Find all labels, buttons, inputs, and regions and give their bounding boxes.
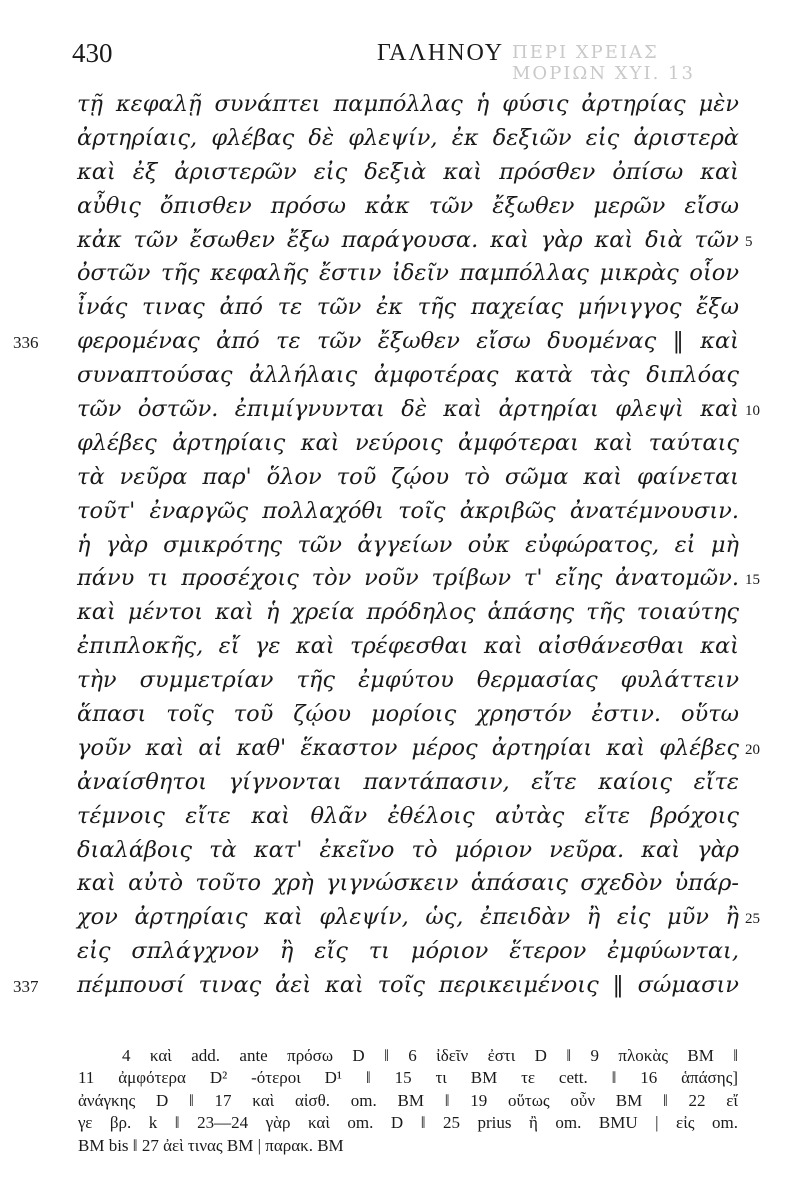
- running-title: ΓΑΛΗΝΟΥ: [377, 40, 505, 66]
- footnote-line: γε βρ. k ‖ 23—24 γὰρ καὶ om. D ‖ 25 prius ἢ om. BMU | εἰς om.: [78, 1113, 738, 1133]
- line-text: τέμνοις εἴτε καὶ θλᾶν ἐθέλοις αὐτὰς εἴτε βρόχοις: [77, 802, 739, 829]
- footnote-line: 4 καὶ add. ante πρόσω D ‖ 6 ἰδεῖν ἐστι D ‖ 9 πλοκὰς BM ‖: [122, 1046, 738, 1065]
- line-text: χον ἀρτηρίαις καὶ φλεψίν, ὡς, ἐπειδὰν ἢ εἰς μῦν ἢ: [77, 904, 739, 931]
- line-text: καὶ μέντοι καὶ ἡ χρεία πρόδηλος ἁπάσης τῆς τοιαύτης: [77, 599, 739, 626]
- line-text: γοῦν καὶ αἱ καθ' ἕκαστον μέρος ἀρτηρίαι καὶ φλέβες: [77, 734, 739, 761]
- line-number: 25: [745, 911, 760, 928]
- text-line: [77, 732, 760, 766]
- page-header: [72, 38, 760, 84]
- line-number: 20: [745, 741, 760, 758]
- text-line: [77, 257, 739, 291]
- text-line: [77, 901, 760, 935]
- text-line: [77, 122, 739, 156]
- text-line: [77, 596, 739, 630]
- critical-apparatus: [78, 1045, 738, 1157]
- text-line: [13, 325, 739, 359]
- line-text: καὶ ἐξ ἀριστερῶν εἰς δεξιὰ καὶ πρόσθεν ὀπίσω καὶ: [77, 158, 739, 185]
- text-line: [77, 529, 739, 563]
- line-text: ἡ γὰρ σμικρότης τῶν ἀγγείων οὐκ εὐφώρατος, εἰ μὴ: [77, 531, 739, 558]
- line-text: κἀκ τῶν ἔσωθεν ἔξω παράγουσα. καὶ γὰρ καὶ διὰ τῶν: [77, 226, 739, 253]
- text-line: [77, 393, 760, 427]
- line-text: φερομένας ἀπό τε τῶν ἔξωθεν εἴσω δυομένας ‖ καὶ: [77, 328, 739, 355]
- text-line: [77, 88, 739, 122]
- text-line: [13, 969, 739, 1003]
- line-text: καὶ αὐτὸ τοῦτο χρὴ γιγνώσκειν ἁπάσαις σχεδὸν ὑπάρ-: [77, 870, 739, 897]
- line-text: πάνυ τι προσέχοις τὸν νοῦν τρίβων τ' εἴης ἀνατομῶν.: [77, 565, 739, 592]
- line-text: διαλάβοις τὰ κατ' ἐκεῖνο τὸ μόριον νεῦρα. καὶ γὰρ: [77, 836, 739, 863]
- page-number: 430: [72, 38, 113, 68]
- main-text: [13, 88, 760, 1003]
- text-line: [77, 291, 739, 325]
- line-number: 5: [745, 233, 753, 250]
- text-line: [77, 359, 739, 393]
- footnote-line: BM bis ‖ 27 ἀεὶ τινας BM | παρακ. BM: [78, 1135, 344, 1155]
- line-text: ἀναίσθητοι γίγνονται παντάπασιν, εἴτε καίοις εἴτε: [77, 768, 739, 795]
- line-text: ἀρτηρίαις, φλέβας δὲ φλεψίν, ἐκ δεξιῶν εἰς ἀριστερὰ: [77, 124, 739, 151]
- text-line: [77, 190, 739, 224]
- text-line: [77, 664, 739, 698]
- text-line: [77, 834, 739, 868]
- text-line: [77, 562, 760, 596]
- kuhn-page-reference: 337: [13, 977, 39, 997]
- line-text: συναπτούσας ἀλλήλαις ἀμφοτέρας κατὰ τὰς διπλόας: [77, 362, 739, 389]
- line-text: πέμπουσί τινας ἀεὶ καὶ τοῖς περικειμένοις ‖ σώμασιν: [77, 972, 739, 999]
- footnote-line: ἀνάγκης D ‖ 17 καὶ αἰσθ. om. BM ‖ 19 οὕτως οὖν BM ‖ 22 εἴ: [78, 1090, 738, 1110]
- line-text: τὴν συμμετρίαν τῆς ἐμφύτου θερμασίας φυλάττειν: [77, 667, 739, 694]
- text-line: [77, 935, 739, 969]
- line-text: τοῦτ' ἐναργῶς πολλαχόθι τοῖς ἀκριβῶς ἀνατέμνουσιν.: [77, 497, 739, 524]
- line-text: ἅπασι τοῖς τοῦ ζῴου μορίοις χρηστόν ἐστιν. οὕτω: [77, 701, 739, 728]
- text-line: [77, 156, 739, 190]
- line-text: τῇ κεφαλῇ συνάπτει παμπόλλας ἡ φύσις ἀρτηρίας μὲν: [77, 91, 739, 117]
- text-line: [77, 867, 739, 901]
- footnote-line: 11 ἀμφότερα D² -ότεροι D¹ ‖ 15 τι BM τε cett. ‖ 16 ἁπάσης]: [78, 1068, 738, 1088]
- line-text: φλέβες ἀρτηρίαις καὶ νεύροις ἀμφότεραι καὶ ταύταις: [77, 429, 739, 456]
- text-line: [77, 427, 739, 461]
- text-line: [77, 461, 739, 495]
- text-line: [77, 630, 739, 664]
- text-line: [77, 766, 739, 800]
- text-line: [77, 698, 739, 732]
- text-line: [77, 800, 739, 834]
- line-number: 10: [745, 403, 760, 420]
- text-line: [77, 224, 753, 258]
- text-line: [77, 495, 739, 529]
- bleed-through-text: ΠΕΡΙ ΧΡΕΙΑΣ ΜΟΡΙΩΝ ΧΥΙ. 13: [512, 42, 695, 84]
- line-number: 15: [745, 572, 760, 589]
- kuhn-page-reference: 336: [13, 333, 39, 353]
- line-text: ἶνάς τινας ἀπό τε τῶν ἐκ τῆς παχείας μήνιγγος ἔξω: [77, 294, 739, 321]
- line-text: ὀστῶν τῆς κεφαλῆς ἔστιν ἰδεῖν παμπόλλας μικρὰς οἷον: [77, 260, 739, 287]
- line-text: τὰ νεῦρα παρ' ὅλον τοῦ ζῴου τὸ σῶμα καὶ φαίνεται: [77, 463, 739, 490]
- line-text: τῶν ὀστῶν. ἐπιμίγνυνται δὲ καὶ ἀρτηρίαι φλεψὶ καὶ: [77, 396, 739, 423]
- line-text: ἐπιπλοκῆς, εἴ γε καὶ τρέφεσθαι καὶ αἰσθάνεσθαι καὶ: [77, 633, 739, 660]
- line-text: αὖθις ὄπισθεν πρόσω κἀκ τῶν ἔξωθεν μερῶν εἴσω: [77, 192, 739, 219]
- line-text: εἰς σπλάγχνον ἢ εἴς τι μόριον ἕτερον ἐμφύωνται,: [77, 938, 739, 965]
